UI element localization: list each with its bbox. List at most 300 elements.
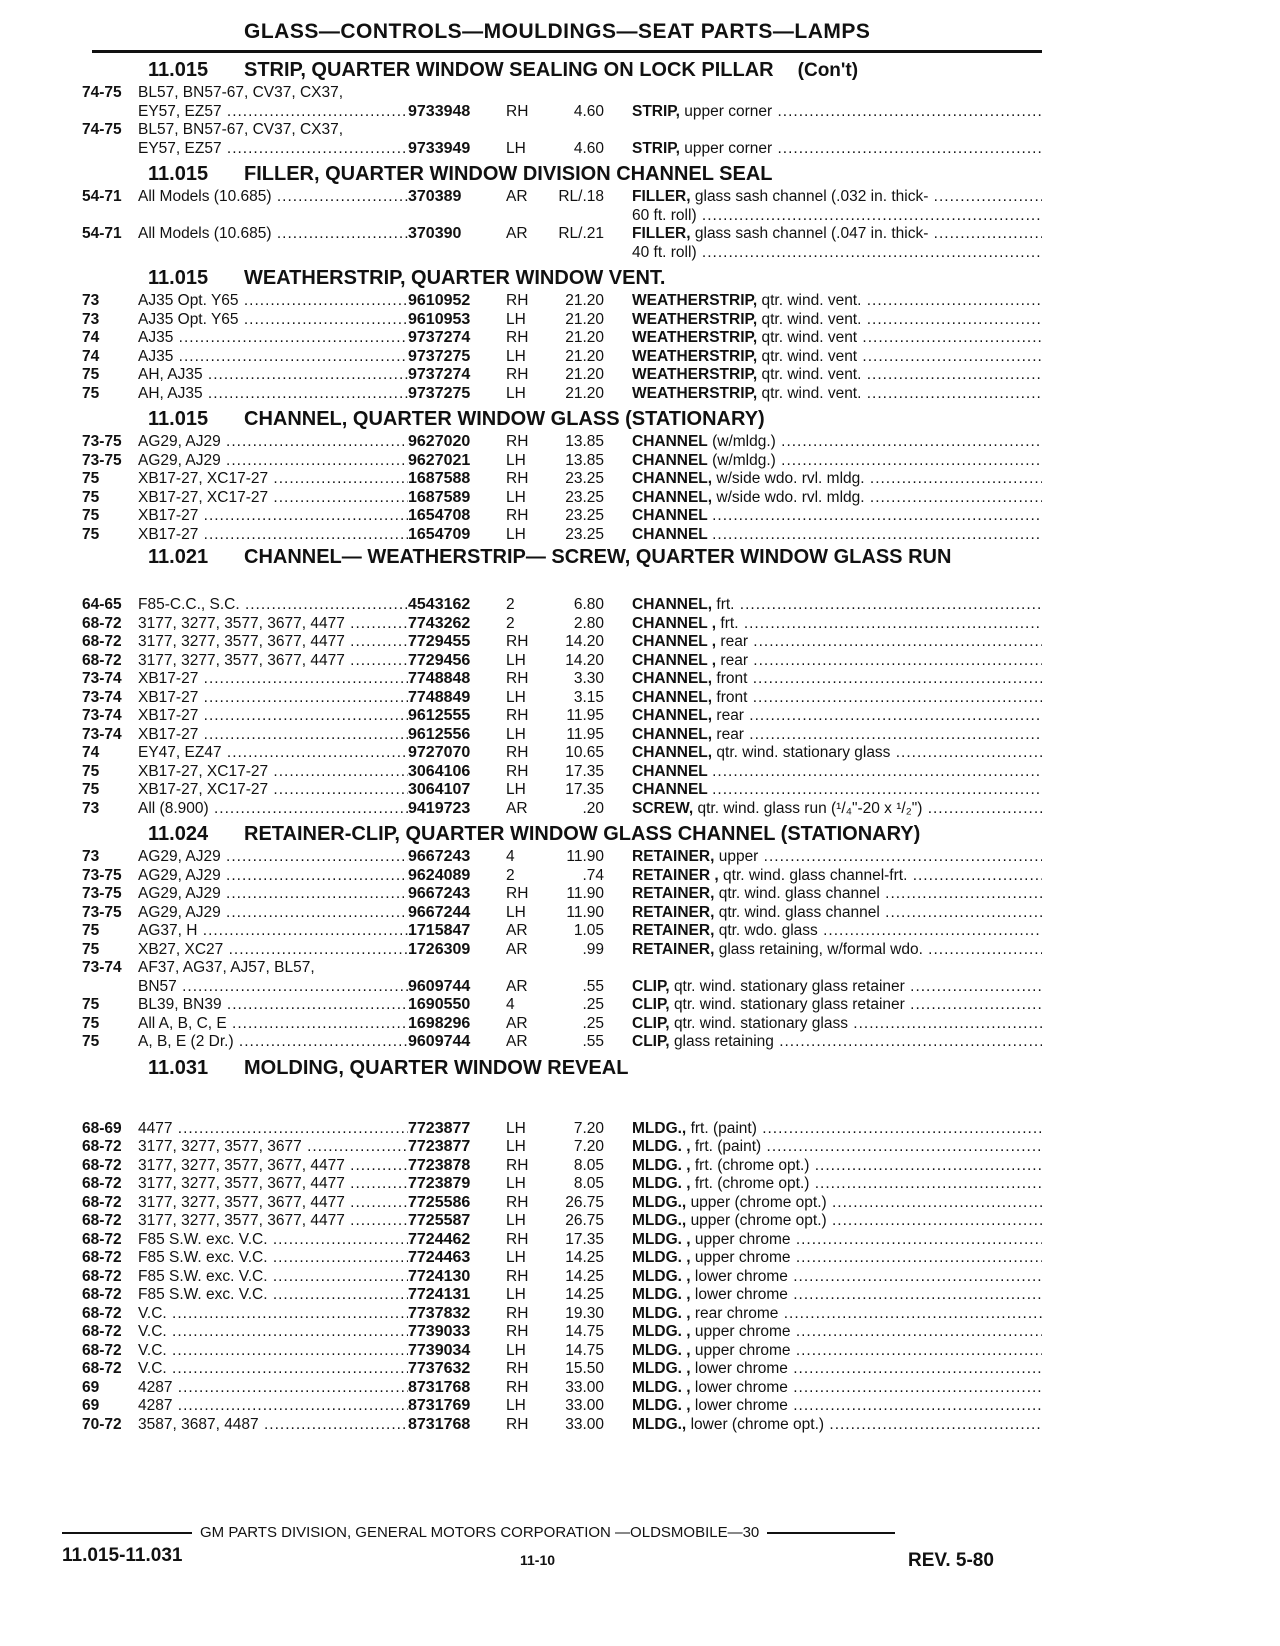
price: 8.05 bbox=[573, 1175, 604, 1192]
model-applicability: 3177, 3277, 3577, 3677, 4477 ..... bbox=[138, 615, 408, 634]
part-detail: qtr. wind. vent. bbox=[761, 366, 862, 383]
part-name: WEATHERSTRIP, bbox=[632, 347, 758, 365]
part-description bbox=[632, 470, 1042, 489]
section-number: 11.015 bbox=[148, 163, 209, 185]
model-applicability: All (8.900) ..... bbox=[138, 800, 408, 819]
part-row bbox=[82, 959, 1042, 978]
model-applicability: XB17-27, XC17-27 ..... bbox=[138, 470, 408, 489]
part-detail: glass sash channel (.032 in. thick- bbox=[694, 188, 929, 205]
part-number: 9737274 bbox=[408, 366, 471, 383]
part-detail: rear bbox=[720, 651, 748, 669]
side-quantity: RH bbox=[506, 1193, 529, 1211]
part-number bbox=[408, 207, 506, 226]
part-description bbox=[632, 140, 1042, 159]
price bbox=[554, 121, 632, 140]
part-row bbox=[82, 225, 1042, 244]
side-quantity: LH bbox=[506, 384, 526, 402]
model-applicability: 3177, 3277, 3577, 3677, 4477 ..... bbox=[138, 1212, 408, 1231]
section-number: 11.015 bbox=[148, 267, 209, 289]
model-applicability: AJ35 Opt. Y65 ..... bbox=[138, 292, 408, 311]
part-name: CHANNEL, bbox=[632, 707, 713, 724]
model-year: 68-72 bbox=[82, 1249, 122, 1266]
part-row bbox=[82, 207, 1042, 226]
part-detail: qtr. wind. glass channel bbox=[718, 903, 880, 921]
model-year: 68-69 bbox=[82, 1119, 122, 1137]
part-name: MLDG., bbox=[632, 1212, 687, 1229]
section-number: 11.024 bbox=[148, 823, 209, 845]
part-number: 9609744 bbox=[408, 1033, 471, 1050]
model-year: 73-75 bbox=[82, 885, 122, 902]
price: 23.25 bbox=[565, 525, 604, 543]
part-number: 9667243 bbox=[408, 885, 471, 902]
part-number: 9733949 bbox=[408, 139, 471, 157]
side-quantity: AR bbox=[506, 1033, 528, 1050]
side-quantity: RH bbox=[506, 1415, 529, 1433]
part-description bbox=[632, 1212, 1042, 1231]
price: .25 bbox=[582, 1014, 604, 1032]
part-row bbox=[82, 470, 1042, 489]
model-year: 68-72 bbox=[82, 1267, 122, 1285]
part-detail: qtr. wind. vent. bbox=[761, 310, 862, 328]
part-detail: upper bbox=[718, 848, 759, 865]
part-name: CHANNEL, bbox=[632, 488, 713, 506]
price: 23.25 bbox=[565, 488, 604, 506]
part-row bbox=[82, 763, 1042, 782]
model-applicability: BN57 ..... bbox=[138, 978, 408, 997]
part-number bbox=[408, 84, 506, 103]
part-description bbox=[632, 433, 1042, 452]
part-detail: qtr. wind. vent. bbox=[761, 384, 862, 402]
price: 14.75 bbox=[565, 1341, 604, 1359]
section-title: RETAINER-CLIP, QUARTER WINDOW GLASS CHANNEL (STATIONARY) bbox=[244, 823, 921, 845]
part-name: RETAINER, bbox=[632, 940, 715, 958]
price: 17.35 bbox=[565, 1230, 604, 1248]
side-quantity bbox=[506, 84, 554, 103]
price: 14.20 bbox=[565, 633, 604, 650]
part-number: 9667244 bbox=[408, 903, 471, 921]
section-heading bbox=[82, 405, 1042, 433]
part-row bbox=[82, 526, 1042, 545]
part-detail: lower chrome bbox=[694, 1397, 788, 1414]
part-name: CHANNEL, bbox=[632, 725, 713, 743]
part-name: SCREW, bbox=[632, 799, 694, 817]
model-year: 64-65 bbox=[82, 596, 122, 613]
section-number: 11.015 bbox=[148, 408, 209, 430]
part-number: 7737632 bbox=[408, 1360, 471, 1377]
model-year: 74-75 bbox=[82, 84, 122, 101]
side-quantity: 2 bbox=[506, 596, 515, 613]
part-detail: (w/mldg.) bbox=[712, 433, 776, 450]
part-detail: upper chrome bbox=[694, 1249, 791, 1266]
side-quantity: RH bbox=[506, 762, 529, 780]
price: 33.00 bbox=[565, 1378, 604, 1396]
part-name: CHANNEL, bbox=[632, 744, 713, 761]
model-applicability: 3177, 3277, 3577, 3677, 4477 ..... bbox=[138, 652, 408, 671]
part-number: 1687589 bbox=[408, 488, 471, 506]
part-description bbox=[632, 848, 1042, 867]
part-name: CLIP, bbox=[632, 1033, 670, 1050]
part-name: CHANNEL, bbox=[632, 670, 713, 687]
price bbox=[554, 84, 632, 103]
part-number bbox=[408, 244, 506, 263]
part-name: CHANNEL bbox=[632, 762, 708, 780]
part-description bbox=[632, 103, 1042, 122]
part-detail: lower (chrome opt.) bbox=[690, 1415, 825, 1433]
part-row bbox=[82, 1033, 1042, 1052]
model-applicability: XB17-27 ..... bbox=[138, 689, 408, 708]
price: 4.60 bbox=[573, 139, 604, 157]
part-number: 1654708 bbox=[408, 507, 471, 524]
part-detail: qtr. wdo. glass bbox=[718, 922, 818, 939]
part-name: STRIP, bbox=[632, 139, 680, 157]
section-heading bbox=[82, 820, 1042, 848]
model-applicability: 4287 ..... bbox=[138, 1379, 408, 1398]
part-description bbox=[632, 1342, 1042, 1361]
part-name: MLDG. , bbox=[632, 1156, 691, 1174]
part-row bbox=[82, 489, 1042, 508]
part-name: RETAINER, bbox=[632, 848, 715, 865]
section-heading bbox=[82, 160, 1042, 188]
part-description bbox=[632, 867, 1042, 886]
section-title: CHANNEL— WEATHERSTRIP— SCREW, QUARTER WINDOW GLASS RUN bbox=[244, 546, 952, 568]
model-year: 73-74 bbox=[82, 725, 122, 743]
side-quantity: RH bbox=[506, 470, 529, 487]
part-name: MLDG. , bbox=[632, 1138, 691, 1155]
model-applicability: BL57, BN57-67, CV37, CX37, bbox=[138, 84, 344, 101]
part-row bbox=[82, 1323, 1042, 1342]
model-applicability: AH, AJ35 ..... bbox=[138, 366, 408, 385]
part-detail: qtr. wind. glass channel-frt. bbox=[723, 866, 908, 884]
part-name: MLDG., bbox=[632, 1119, 687, 1137]
part-detail: rear bbox=[720, 633, 748, 650]
part-description bbox=[632, 689, 1042, 708]
section-title: MOLDING, QUARTER WINDOW REVEAL bbox=[244, 1056, 629, 1079]
price: .25 bbox=[582, 996, 604, 1013]
part-number: 370390 bbox=[408, 225, 462, 242]
price: 1.05 bbox=[573, 922, 604, 939]
model-applicability: BL39, BN39 ..... bbox=[138, 996, 408, 1015]
part-description bbox=[632, 1157, 1042, 1176]
price: .55 bbox=[582, 1033, 604, 1050]
part-detail: qtr. wind. vent bbox=[761, 329, 858, 346]
model-year: 69 bbox=[82, 1378, 100, 1396]
model-applicability: V.C. ..... bbox=[138, 1323, 408, 1342]
part-number: 7724462 bbox=[408, 1230, 471, 1248]
model-applicability: XB17-27, XC17-27 ..... bbox=[138, 489, 408, 508]
part-name: CHANNEL, bbox=[632, 470, 713, 487]
footer-revision: REV. 5-80 bbox=[908, 1550, 994, 1571]
model-applicability: BL57, BN57-67, CV37, CX37, bbox=[138, 121, 344, 138]
part-description bbox=[632, 489, 1042, 508]
side-quantity: RH bbox=[506, 1360, 529, 1377]
part-description bbox=[632, 366, 1042, 385]
part-name: MLDG. , bbox=[632, 1323, 691, 1340]
part-name: CHANNEL , bbox=[632, 651, 717, 669]
model-year: 68-72 bbox=[82, 1212, 122, 1229]
model-year: 75 bbox=[82, 366, 100, 383]
price: 14.25 bbox=[565, 1267, 604, 1285]
part-row bbox=[82, 433, 1042, 452]
model-applicability: 4477 ..... bbox=[138, 1120, 408, 1139]
model-year: 68-72 bbox=[82, 1304, 122, 1322]
side-quantity: AR bbox=[506, 188, 528, 205]
side-quantity: RH bbox=[506, 292, 529, 309]
part-name: RETAINER , bbox=[632, 866, 719, 884]
part-description bbox=[632, 292, 1042, 311]
part-description bbox=[632, 1033, 1042, 1052]
part-name: MLDG. , bbox=[632, 1286, 691, 1303]
model-applicability: XB17-27 ..... bbox=[138, 707, 408, 726]
model-applicability: 3177, 3277, 3577, 3677 ..... bbox=[138, 1138, 408, 1157]
part-description bbox=[632, 652, 1042, 671]
model-year bbox=[82, 978, 138, 997]
part-description bbox=[632, 1416, 1042, 1435]
part-detail: rear bbox=[716, 707, 744, 724]
model-applicability: XB17-27, XC17-27 ..... bbox=[138, 781, 408, 800]
part-name: CHANNEL bbox=[632, 507, 708, 524]
model-applicability: AG29, AJ29 ..... bbox=[138, 885, 408, 904]
part-detail: 40 ft. roll) bbox=[632, 243, 697, 261]
model-applicability: AJ35 ..... bbox=[138, 329, 408, 348]
price: 19.30 bbox=[565, 1304, 604, 1322]
footer-rule-right bbox=[767, 1532, 895, 1534]
model-applicability: 3587, 3687, 4487 ..... bbox=[138, 1416, 408, 1435]
part-name: MLDG. , bbox=[632, 1175, 691, 1192]
part-description bbox=[632, 744, 1042, 763]
price: 3.15 bbox=[573, 688, 604, 706]
part-number: 7737832 bbox=[408, 1304, 471, 1322]
model-year: 75 bbox=[82, 507, 100, 524]
part-number: 9733948 bbox=[408, 102, 471, 120]
side-quantity: AR bbox=[506, 977, 528, 995]
model-applicability: F85 S.W. exc. V.C. ..... bbox=[138, 1249, 408, 1268]
part-row bbox=[82, 1416, 1042, 1435]
part-row bbox=[82, 121, 1042, 140]
side-quantity: LH bbox=[506, 488, 526, 506]
price: 21.20 bbox=[565, 366, 604, 383]
part-number: 9727070 bbox=[408, 744, 471, 761]
part-description bbox=[632, 922, 1042, 941]
part-name: MLDG., bbox=[632, 1415, 687, 1433]
side-quantity bbox=[506, 959, 554, 978]
part-row bbox=[82, 670, 1042, 689]
model-year: 75 bbox=[82, 470, 100, 487]
part-row bbox=[82, 1249, 1042, 1268]
price: 13.85 bbox=[565, 451, 604, 469]
part-row bbox=[82, 1194, 1042, 1213]
side-quantity: AR bbox=[506, 940, 528, 958]
model-year: 75 bbox=[82, 384, 100, 402]
model-applicability: V.C. ..... bbox=[138, 1360, 408, 1379]
side-quantity: 4 bbox=[506, 996, 515, 1013]
section-title: WEATHERSTRIP, QUARTER WINDOW VENT. bbox=[244, 267, 666, 289]
part-description bbox=[632, 959, 1042, 978]
model-year: 73 bbox=[82, 848, 100, 865]
model-year: 68-72 bbox=[82, 1175, 122, 1192]
footer-division-line bbox=[62, 1524, 1022, 1541]
part-description bbox=[632, 633, 1042, 652]
part-name: MLDG. , bbox=[632, 1341, 691, 1359]
part-description bbox=[632, 1305, 1042, 1324]
part-description bbox=[632, 941, 1042, 960]
part-row bbox=[82, 1015, 1042, 1034]
part-description bbox=[632, 244, 1042, 263]
part-detail: qtr. wind. vent. bbox=[761, 292, 862, 309]
model-applicability: AJ35 Opt. Y65 ..... bbox=[138, 311, 408, 330]
part-name: CHANNEL, bbox=[632, 688, 713, 706]
model-applicability: AG29, AJ29 ..... bbox=[138, 433, 408, 452]
part-name: WEATHERSTRIP, bbox=[632, 384, 758, 402]
side-quantity: RH bbox=[506, 885, 529, 902]
model-year: 68-72 bbox=[82, 1193, 122, 1211]
part-number: 7729455 bbox=[408, 633, 471, 650]
part-row bbox=[82, 348, 1042, 367]
part-description bbox=[632, 707, 1042, 726]
part-row bbox=[82, 188, 1042, 207]
model-applicability: F85-C.C., S.C. ..... bbox=[138, 596, 408, 615]
model-applicability: EY47, EZ47 ..... bbox=[138, 744, 408, 763]
footer-page-number: 11-10 bbox=[520, 1552, 556, 1568]
model-applicability: A, B, E (2 Dr.) ..... bbox=[138, 1033, 408, 1052]
model-year: 68-72 bbox=[82, 633, 122, 650]
part-description bbox=[632, 526, 1042, 545]
part-detail: upper chrome bbox=[694, 1230, 791, 1248]
part-description bbox=[632, 1268, 1042, 1287]
part-detail: w/side wdo. rvl. mldg. bbox=[716, 488, 865, 506]
model-year: 68-72 bbox=[82, 1230, 122, 1248]
side-quantity: RH bbox=[506, 1156, 529, 1174]
part-description bbox=[632, 800, 1042, 819]
model-applicability: XB17-27 ..... bbox=[138, 507, 408, 526]
model-applicability: All Models (10.685) ..... bbox=[138, 188, 408, 207]
model-applicability: 3177, 3277, 3577, 3677, 4477 ..... bbox=[138, 1194, 408, 1213]
part-description bbox=[632, 726, 1042, 745]
part-detail: frt. (chrome opt.) bbox=[694, 1156, 810, 1174]
side-quantity: LH bbox=[506, 1341, 526, 1359]
part-description bbox=[632, 670, 1042, 689]
part-description bbox=[632, 781, 1042, 800]
part-row bbox=[82, 1231, 1042, 1250]
price: 10.65 bbox=[565, 744, 604, 761]
part-detail: qtr. wind. stationary glass bbox=[673, 1014, 848, 1032]
part-description bbox=[632, 188, 1042, 207]
model-year: 69 bbox=[82, 1397, 100, 1414]
part-detail: upper (chrome opt.) bbox=[690, 1193, 827, 1211]
part-description bbox=[632, 978, 1042, 997]
part-row bbox=[82, 1360, 1042, 1379]
part-description bbox=[632, 1015, 1042, 1034]
part-description bbox=[632, 1194, 1042, 1213]
price: 17.35 bbox=[565, 781, 604, 798]
model-applicability: V.C. ..... bbox=[138, 1305, 408, 1324]
part-row bbox=[82, 781, 1042, 800]
side-quantity: RH bbox=[506, 744, 529, 761]
part-number: 9612556 bbox=[408, 725, 471, 743]
price: .55 bbox=[582, 977, 604, 995]
part-number: 7725587 bbox=[408, 1212, 471, 1229]
price: 6.80 bbox=[573, 596, 604, 613]
part-row bbox=[82, 707, 1042, 726]
model-year: 73-74 bbox=[82, 670, 122, 687]
part-number: 9610953 bbox=[408, 310, 471, 328]
price: 21.20 bbox=[565, 292, 604, 309]
part-row bbox=[82, 633, 1042, 652]
part-name: CHANNEL , bbox=[632, 633, 717, 650]
part-row bbox=[82, 292, 1042, 311]
model-applicability: All Models (10.685) ..... bbox=[138, 225, 408, 244]
model-applicability: XB17-27 ..... bbox=[138, 670, 408, 689]
section-title: FILLER, QUARTER WINDOW DIVISION CHANNEL SEAL bbox=[244, 163, 773, 185]
model-applicability: XB17-27, XC17-27 ..... bbox=[138, 763, 408, 782]
part-row bbox=[82, 689, 1042, 708]
model-applicability: V.C. ..... bbox=[138, 1342, 408, 1361]
model-year: 54-71 bbox=[82, 188, 122, 205]
part-description bbox=[632, 615, 1042, 634]
part-description bbox=[632, 121, 1042, 140]
section-number: 11.021 bbox=[148, 546, 209, 568]
side-quantity: LH bbox=[506, 903, 526, 921]
model-applicability: XB27, XC27 ..... bbox=[138, 941, 408, 960]
model-year: 73-75 bbox=[82, 866, 122, 884]
section-heading bbox=[82, 264, 1042, 292]
part-name: WEATHERSTRIP, bbox=[632, 310, 758, 328]
model-year: 73 bbox=[82, 799, 100, 817]
price: 14.25 bbox=[565, 1249, 604, 1266]
price: 14.25 bbox=[565, 1286, 604, 1303]
price bbox=[554, 244, 632, 263]
part-detail: lower chrome bbox=[694, 1286, 788, 1303]
part-number: 7739033 bbox=[408, 1323, 471, 1340]
part-description bbox=[632, 311, 1042, 330]
part-name: CHANNEL bbox=[632, 525, 708, 543]
price: 11.95 bbox=[566, 707, 604, 724]
part-description bbox=[632, 996, 1042, 1015]
part-detail: lower chrome bbox=[694, 1267, 788, 1285]
price: 15.50 bbox=[565, 1360, 604, 1377]
part-name: MLDG. , bbox=[632, 1249, 691, 1266]
part-description bbox=[632, 225, 1042, 244]
side-quantity: AR bbox=[506, 1014, 528, 1032]
part-detail: frt. bbox=[720, 614, 739, 632]
part-detail: upper chrome bbox=[694, 1323, 791, 1340]
side-quantity: LH bbox=[506, 725, 526, 743]
price: 23.25 bbox=[565, 470, 604, 487]
side-quantity: RH bbox=[506, 1378, 529, 1396]
part-description bbox=[632, 1379, 1042, 1398]
part-number: 3064107 bbox=[408, 781, 471, 798]
part-detail: upper chrome bbox=[694, 1341, 791, 1359]
model-applicability: 3177, 3277, 3577, 3677, 4477 ..... bbox=[138, 1175, 408, 1194]
model-year: 75 bbox=[82, 1033, 100, 1050]
part-row bbox=[82, 904, 1042, 923]
price: 26.75 bbox=[565, 1212, 604, 1229]
part-row bbox=[82, 1268, 1042, 1287]
part-number: 7729456 bbox=[408, 651, 471, 669]
model-year: 73-75 bbox=[82, 451, 122, 469]
part-detail: (w/mldg.) bbox=[712, 451, 776, 469]
side-quantity: 2 bbox=[506, 866, 515, 884]
section-continued-tag: (Con't) bbox=[797, 60, 859, 81]
side-quantity: LH bbox=[506, 1286, 526, 1303]
part-description bbox=[632, 1175, 1042, 1194]
part-description bbox=[632, 1231, 1042, 1250]
part-row bbox=[82, 652, 1042, 671]
side-quantity: RH bbox=[506, 102, 529, 120]
part-row bbox=[82, 978, 1042, 997]
price: 11.90 bbox=[566, 885, 604, 902]
part-name: RETAINER, bbox=[632, 885, 715, 902]
part-name: MLDG. , bbox=[632, 1397, 691, 1414]
